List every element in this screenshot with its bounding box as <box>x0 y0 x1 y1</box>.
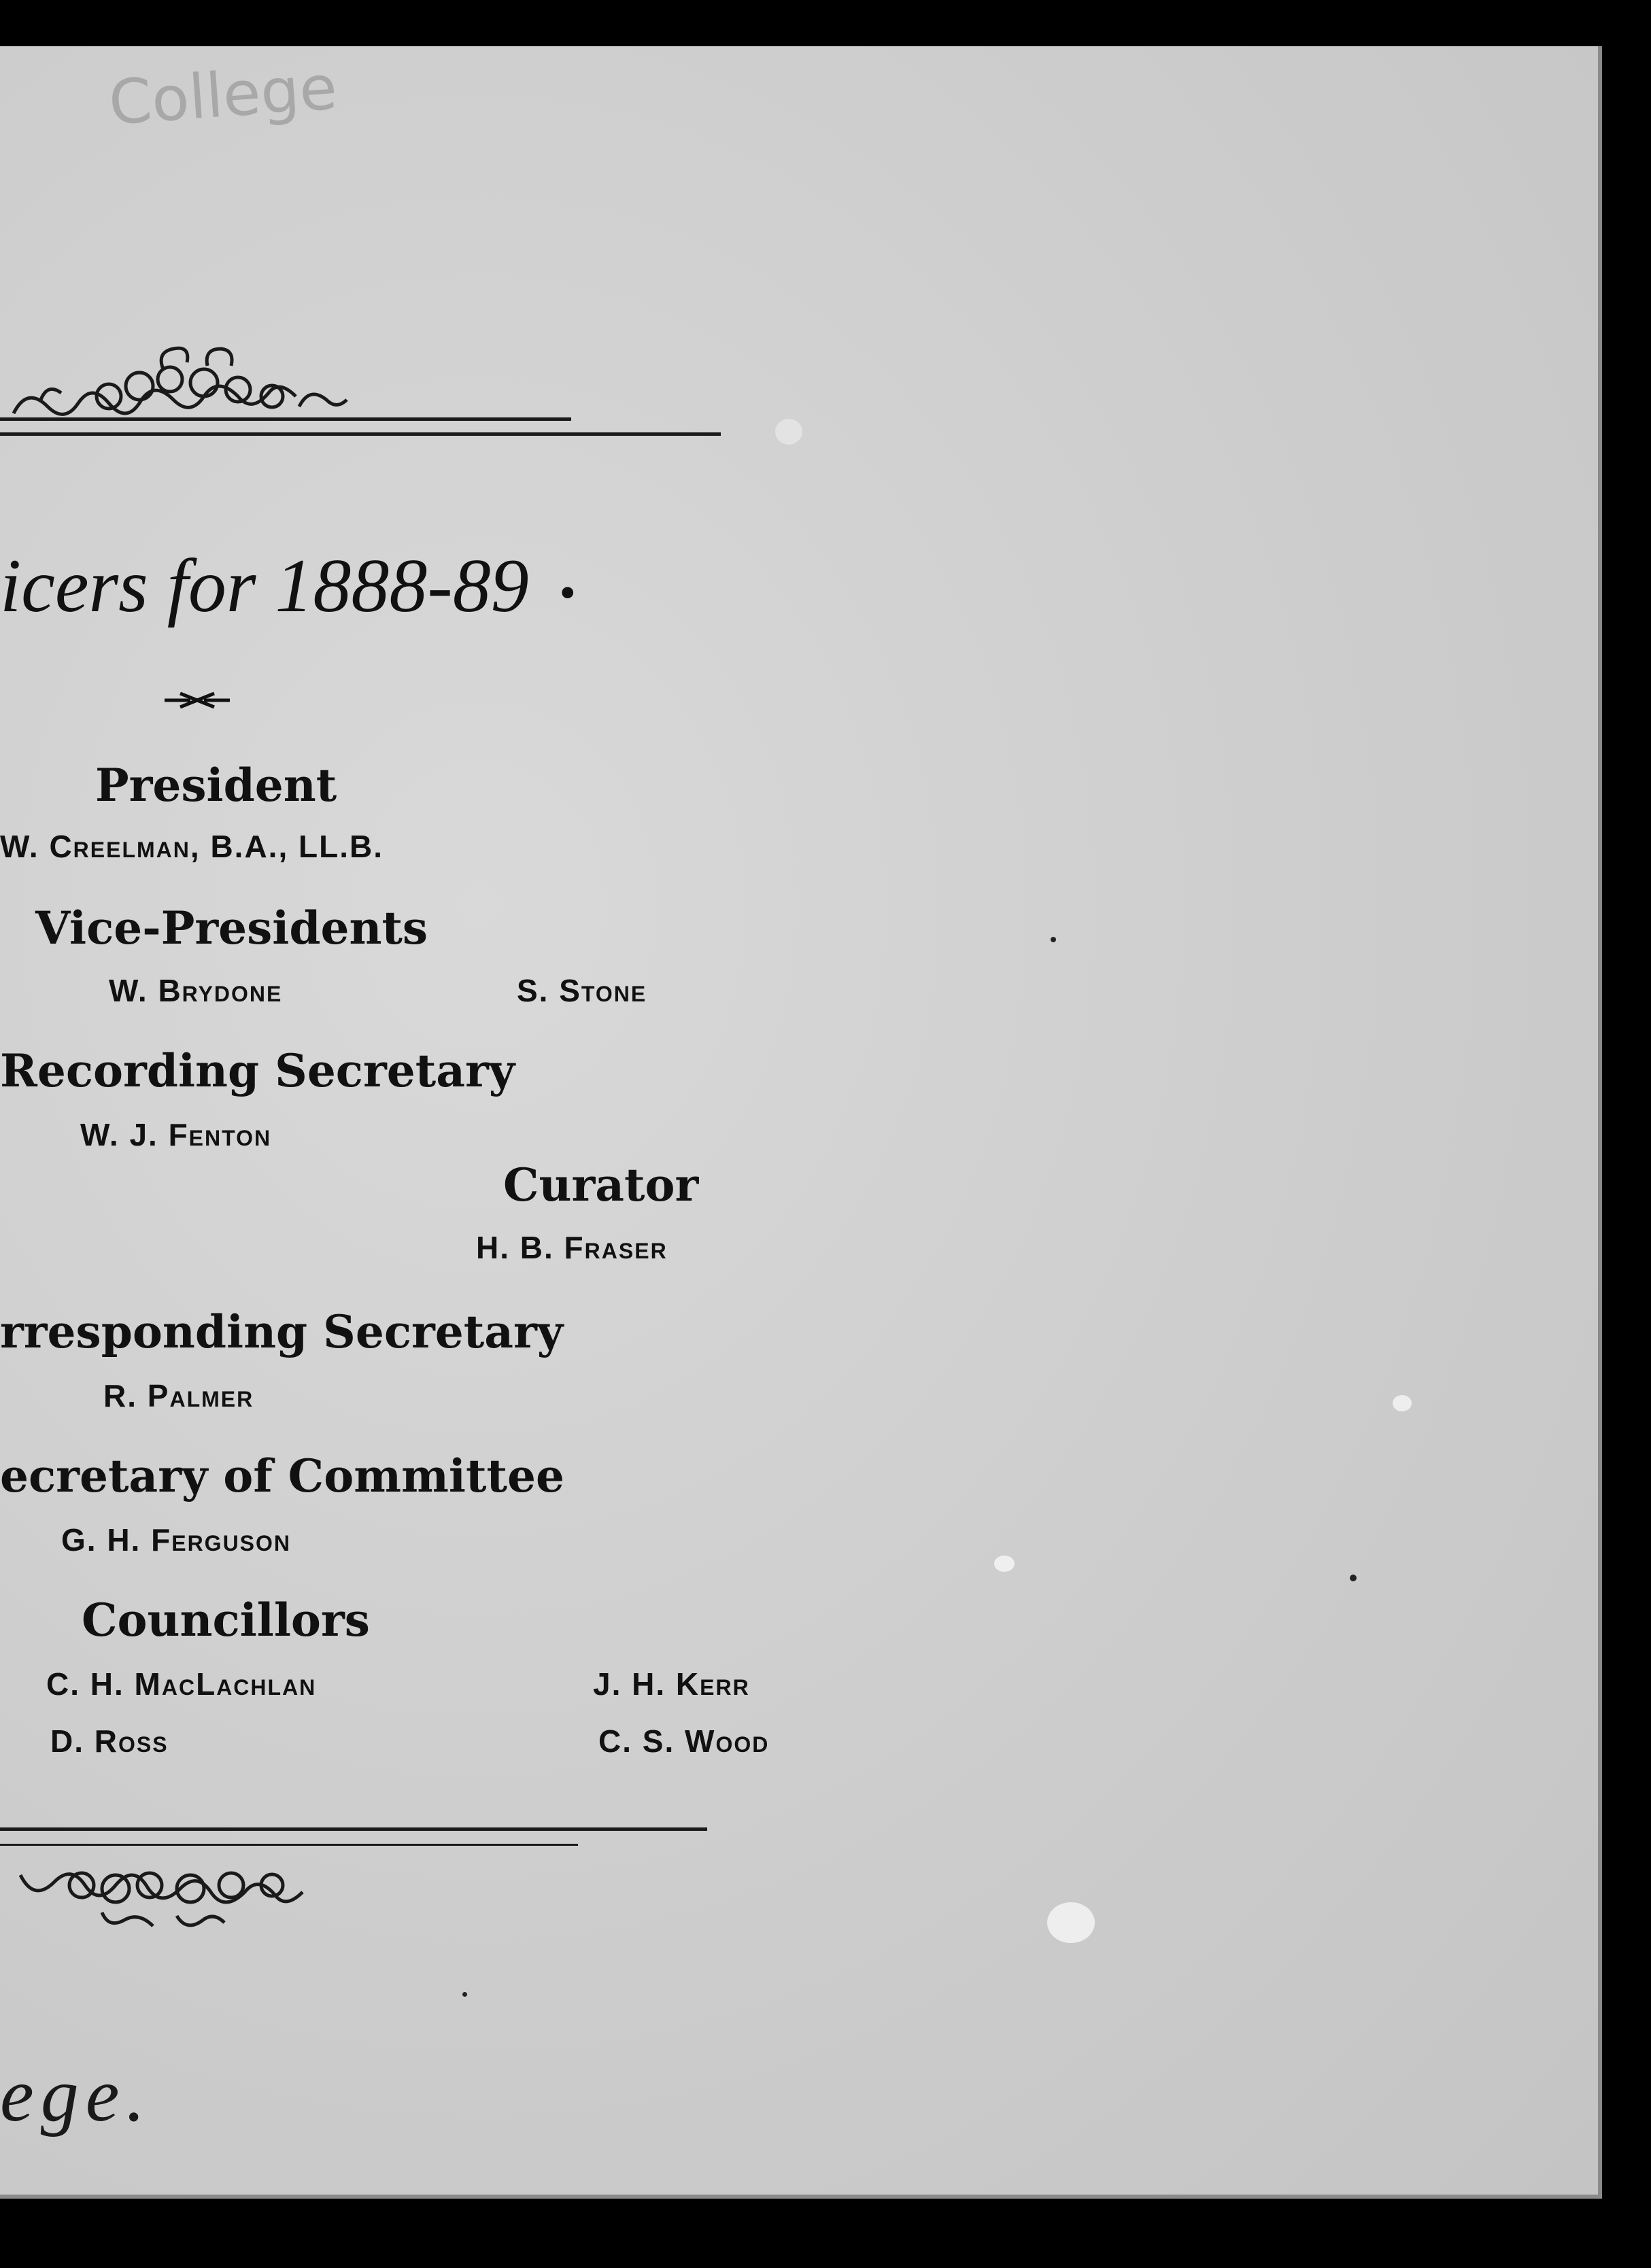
name-councillor-4: C. S. Wood <box>598 1723 770 1759</box>
title-bullet: • <box>558 567 576 620</box>
heading-curator: Curator <box>503 1158 699 1212</box>
name-vice-president-2: S. Stone <box>517 973 647 1008</box>
heading-councillors: Councillors <box>82 1594 370 1647</box>
ink-speck <box>1350 1575 1357 1581</box>
heading-recording-secretary: Recording Secretary <box>0 1044 515 1097</box>
bottom-rule-lower <box>0 1844 578 1846</box>
paper-blemish <box>1393 1395 1412 1411</box>
name-councillor-2: J. H. Kerr <box>593 1666 750 1702</box>
bottom-rule-upper <box>0 1827 707 1831</box>
name-secretary-of-committee: G. H. Ferguson <box>61 1522 292 1558</box>
heading-secretary-of-committee: ecretary of Committee <box>0 1449 564 1502</box>
name-councillor-1: C. H. MacLachlan <box>46 1666 317 1702</box>
name-corresponding-secretary: R. Palmer <box>103 1378 254 1413</box>
name-president: W. Creelman, B.A., LL.B. <box>0 829 384 864</box>
heading-vice-presidents: Vice-Presidents <box>35 901 428 955</box>
bottom-ornament-icon <box>0 1848 381 1950</box>
ink-speck <box>462 1992 467 1997</box>
title-text: icers for 1888-89 <box>0 544 529 628</box>
document-page <box>0 46 1602 2199</box>
paper-blemish <box>775 419 802 445</box>
heading-president: President <box>95 759 337 812</box>
heading-corresponding-secretary: rresponding Secretary <box>0 1305 564 1358</box>
name-curator: H. B. Fraser <box>476 1230 668 1265</box>
ink-speck <box>1051 937 1056 942</box>
flourish-divider-icon <box>163 685 231 712</box>
name-recording-secretary: W. J. Fenton <box>80 1117 272 1152</box>
handwritten-annotation-bottom: ege. <box>0 2053 152 2137</box>
top-rule-lower <box>0 432 721 436</box>
top-rule-upper <box>0 417 571 421</box>
page-title <box>0 543 575 630</box>
handwritten-annotation-top: College <box>106 52 340 139</box>
paper-blemish <box>994 1556 1015 1572</box>
paper-blemish <box>1047 1902 1095 1943</box>
name-councillor-3: D. Ross <box>50 1723 169 1759</box>
name-vice-president-1: W. Brydone <box>109 973 283 1008</box>
